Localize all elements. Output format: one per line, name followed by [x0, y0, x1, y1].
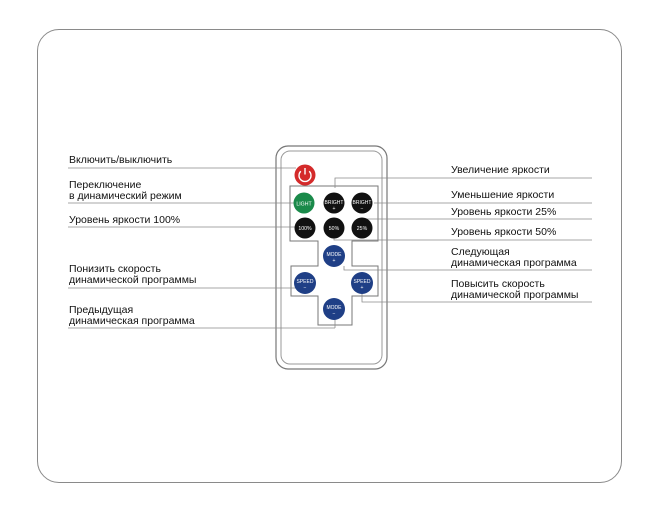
mode-down-button[interactable]: [323, 298, 345, 320]
speed-down-button[interactable]: [294, 272, 316, 294]
brightness-100-button[interactable]: [295, 218, 316, 239]
label-next-2: динамическая программа: [451, 257, 577, 269]
mode-up-button[interactable]: [323, 245, 345, 267]
svg-text:SPEED: SPEED: [296, 279, 314, 285]
svg-text:MODE: MODE: [326, 252, 342, 258]
bright-down-button[interactable]: [352, 193, 373, 214]
label-prev-1: Предыдущая: [69, 304, 134, 316]
label-power: Включить/выключить: [69, 154, 173, 166]
label-bright-down: Уменьшение яркости: [451, 189, 555, 201]
label-bright-up: Увеличение яркости: [451, 164, 550, 176]
svg-text:+: +: [332, 258, 336, 264]
label-switch-dynamic-2: в динамический режим: [69, 190, 182, 202]
svg-text:100%: 100%: [298, 226, 312, 232]
label-next-1: Следующая: [451, 246, 510, 258]
svg-text:LIGHT: LIGHT: [296, 201, 312, 208]
brightness-25-button[interactable]: [352, 218, 373, 239]
svg-text:−: −: [303, 285, 307, 291]
svg-text:25%: 25%: [356, 226, 368, 232]
svg-text:BRIGHT: BRIGHT: [352, 200, 372, 206]
brightness-50-button[interactable]: [324, 218, 345, 239]
svg-text:50%: 50%: [328, 226, 340, 232]
label-switch-dynamic-1: Переключение: [69, 179, 142, 191]
svg-text:+: +: [332, 206, 336, 212]
label-speed-up-1: Повысить скорость: [451, 278, 545, 290]
speed-up-button[interactable]: [351, 272, 373, 294]
label-speed-down-1: Понизить скорость: [69, 263, 161, 275]
svg-text:−: −: [332, 311, 336, 317]
power-button[interactable]: [295, 165, 316, 186]
svg-text:MODE: MODE: [326, 305, 342, 311]
svg-text:−: −: [360, 206, 364, 212]
label-brightness-25: Уровень яркости 25%: [451, 206, 557, 218]
svg-text:+: +: [360, 285, 364, 291]
label-speed-up-2: динамической программы: [451, 289, 579, 301]
label-speed-down-2: динамической программы: [69, 274, 197, 286]
light-button[interactable]: [294, 193, 315, 214]
svg-text:SPEED: SPEED: [353, 279, 371, 285]
label-brightness-50: Уровень яркости 50%: [451, 226, 557, 238]
svg-text:BRIGHT: BRIGHT: [324, 200, 344, 206]
label-brightness-100: Уровень яркости 100%: [69, 214, 181, 226]
label-prev-2: динамическая программа: [69, 315, 195, 327]
bright-up-button[interactable]: [324, 193, 345, 214]
